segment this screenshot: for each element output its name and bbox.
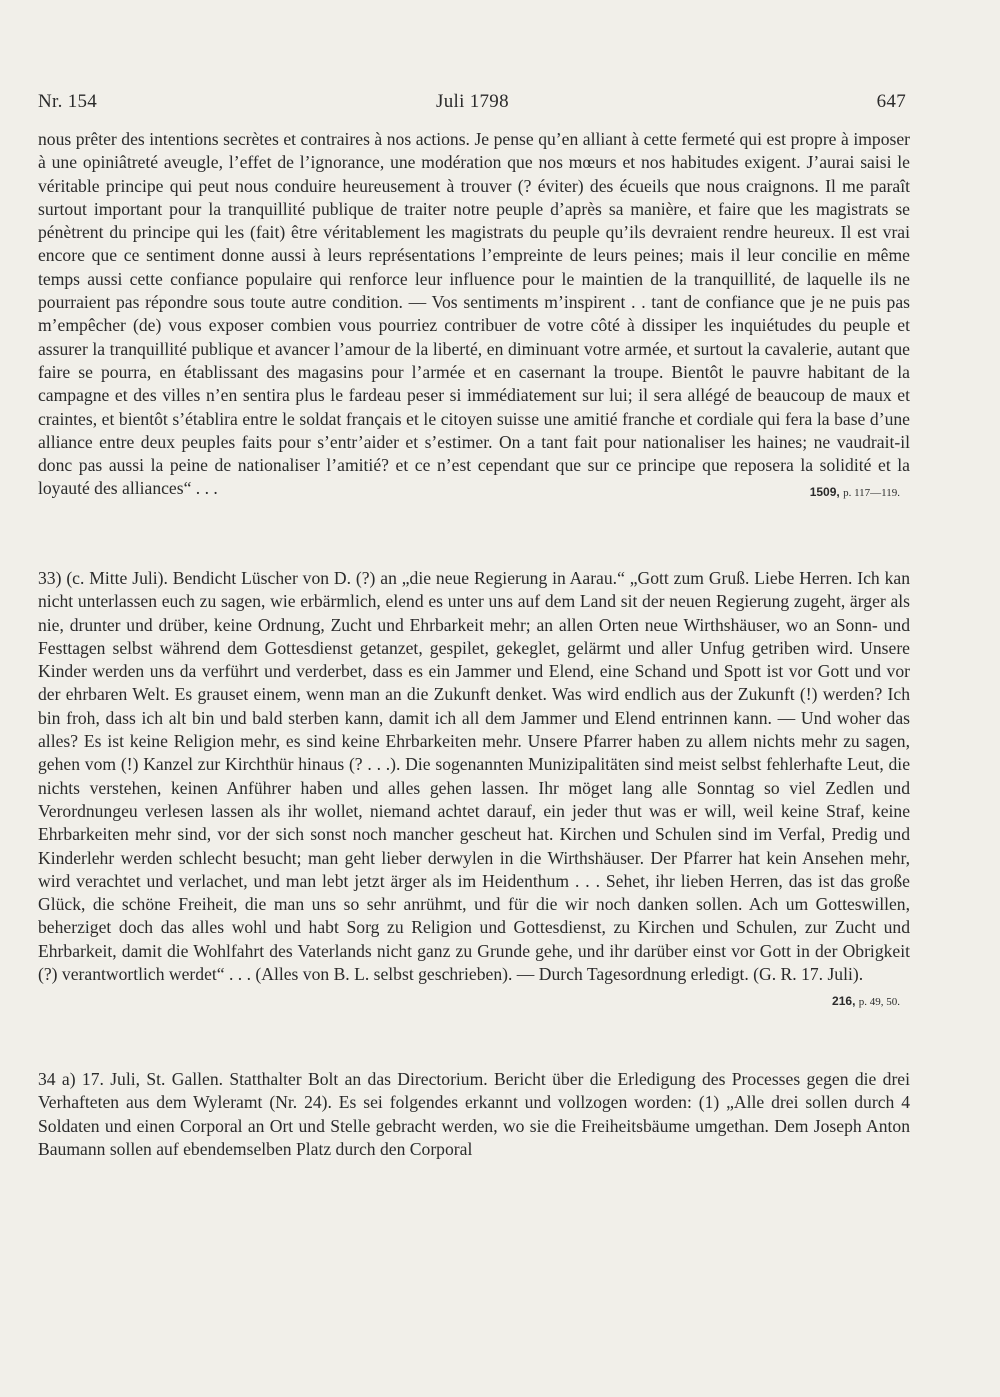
page-header: [38, 91, 906, 121]
source-reference: [810, 481, 900, 505]
reference-number: 216,: [832, 994, 856, 1009]
paragraph-text: 34 a) 17. Juli, St. Gallen. Statthalter Bolt an das Directorium. Bericht über die Erledigung des Processes gegen die drei Verhafteten aus dem Wyleramt (Nr. 24). Es sei folgendes erkannt und vollzogen worden: (1) „Alle drei sollen durch 4 Soldaten und einen Corporal an Ort und Stelle gebracht werden, wo sie die Freiheitsbäume umgethan. Dem Joseph Anton Baumann sollen auf ebendemselben Platz durch den Corporal: [38, 1069, 910, 1159]
paragraph: [38, 1068, 910, 1161]
paragraph: [38, 128, 910, 501]
entry-33: [38, 567, 910, 1045]
entry-34a: [38, 1068, 910, 1164]
paragraph-text: nous prêter des intentions secrètes et contraires à nos actions. Je pense qu’en alliant à cette fermeté qui est propre à imposer à une opiniâtreté aveugle, l’effet de l’ignorance, une modération que nos mœurs et nos habitudes exigent. J’aurai saisi le véritable principe qui peut nous conduire heureusement à trouver (? éviter) des écueils que nous craignons. Il me paraît surtout important pour la tranquillité publique de traiter notre peuple d’après sa manière, et faire que les magistrats se pénètrent du principe qui les (fait) être véritablement les magistrats du peuple qu’ils devraient rendre heureux. Il est vrai encore que ce sentiment donne aussi à leurs représentations l’empreinte de leurs peines; mais il leur concilie en même temps aussi cette confiance populaire qui renforce leur influence pour le maintien de la tranquillité, de laquelle ils ne pourraient pas répondre sous toute autre condition. — Vos sentiments m’inspirent . . tant de confiance que je ne puis pas m’empêcher (de) vous exposer combien vous pourriez contribuer de votre côté à dissiper les inquiétudes du peuple et assurer la tranquillité publique et avancer l’amour de la liberté, en diminuant votre armée, et surtout la cavalerie, autant que faire se pourra, en établissant des magasins pour l’armée et en casernant la troupe. Bientôt le pauvre habitant de la campagne et des villes n’en sentira plus le fardeau peser si immédiatement sur lui; il sera allégé de beaucoup de maux et craintes, et bientôt s’établira entre le soldat français et le citoyen suisse une amitié franche et cordiale qui fera la base d’une alliance entre deux peuples faits pour s’entr’aider et s’estimer. On a tant fait pour nationaliser les haines; ne vaudrait-il donc pas aussi la peine de nationaliser l’amitié? et ce n’est cependant que sur ce principe que reposera la solidité et la loyauté des alliances“ . . .: [38, 129, 910, 499]
header-date: Juli 1798: [436, 91, 509, 112]
reference-number: 1509,: [809, 485, 840, 500]
document-number: Nr. 154: [38, 91, 98, 112]
paragraph-text: 33) (c. Mitte Juli). Bendicht Lüscher von D. (?) an „die neue Regierung in Aarau.“ „Gott zum Gruß. Liebe Herren. Ich kan nicht unterlassen euch zu sagen, wie erbärmlich, elend es unter uns auf dem Land sit der neuen Regierung zugeht, ärger als nie, drunter und drüber, keine Ordnung, Zucht und Ehrbarkeit mehr; an allen Orten neue Wirthshäuser, wo an Sonn- und Festtagen selbst während dem Gottesdienst getanzet, gespilet, gekeglet, gelärmt und aller Unfug getriben wird. Unsere Kinder werden uns da verführt und verderbet, dass es ein Jammer und Elend, eine Schand und Spott ist vor Gott und vor der ehrbaren Welt. Es grauset einem, wenn man an die Zukunft denket. Was wird endlich aus der Zukunft (!) werden? Ich bin froh, dass ich alt bin und bald sterben kann, damit ich all dem Jammer und Elend entrinnen kann. — Und woher das alles? Es ist keine Religion mehr, es sind keine Ehrbarkeiten mehr. Unsere Pfarrer haben zu allem nichts mehr zu sagen, gehen vom (!) Kanzel zur Kirchthür hinaus (? . . .). Die sogenannten Munizipalitäten sind meist selbst fehlerhafte Leut, die nichts verstehen, keinen Anführer haben und alles gehen lassen. Ihr möget lang alle Sonntag so viel Zedlen und Verordnungeu verlesen lassen als ihr wollet, niemand achtet darauf, ein jeder thut was er will, weil keine Straf, keine Ehrbarkeiten mehr sind, vor der sich sonst noch mancher gescheut hat. Kirchen und Schulen sind im Verfal, Predig und Kinderlehr werden schlecht besucht; man geht lieber derwylen in die Wirthshäuser. Der Pfarrer hat kein Ansehen mehr, wird verachtet und verlachet, und man lebt jetzt ärger als im Heidenthum . . . Sehet, ihr lieben Herren, das ist das große Glück, die schöne Freiheit, die man uns so sehr anrühmt, und für die wir noch danken sollen. Ach um Gotteswillen, beherziget doch das alles wohl und habt Sorg zu Religion und Gottesdienst, zu Kirchen und Schulen, zur Zucht und Ehrbarkeit, damit die Wohlfahrt des Vaterlands nicht ganz zu Grunde gehe, und ihr darüber einst vor Gott in der Obrigkeit (?) verantwortlich werdet“ . . . (Alles von B. L. selbst geschrieben). — Durch Tagesordnung erledigt. (G. R. 17. Juli).: [38, 568, 910, 985]
paragraph: [38, 567, 910, 1009]
reference-pages: p. 117—119.: [843, 487, 900, 500]
reference-pages: p. 49, 50.: [858, 996, 900, 1009]
page-number: 647: [876, 91, 906, 112]
letter-continuation: [38, 128, 910, 554]
source-reference: [832, 990, 900, 1014]
